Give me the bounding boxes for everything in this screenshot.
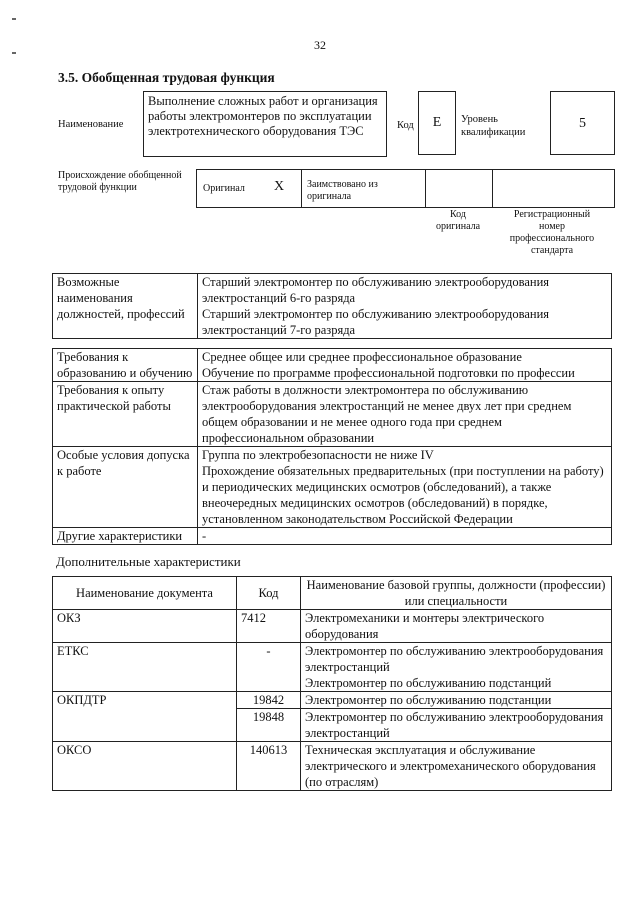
borrowed-label: Заимствовано из оригинала: [307, 179, 378, 202]
table-row: [53, 349, 612, 382]
experience-value: Стаж работы в должности электромонтера по обслуживанию электрооборудования электростанций не менее двух лет при среднем общем образовании и не менее одного года при среднем профессиональном образовании: [202, 383, 572, 445]
table-row: [53, 692, 612, 709]
education-label: Требования к образованию и обучению: [53, 349, 198, 382]
code-cell: 140613: [237, 742, 301, 791]
page-number: 32: [314, 38, 326, 52]
table-row: [53, 382, 612, 447]
name-cell: [301, 643, 612, 692]
doc-cell: [53, 709, 237, 742]
positions-label: Возможные наименования должностей, профессий: [53, 274, 198, 339]
doc-cell: ЕТКС: [53, 643, 237, 692]
origin-divider: [301, 170, 302, 207]
level-value: 5: [579, 116, 586, 131]
table-row: [53, 528, 612, 545]
origin-box: [196, 169, 615, 208]
code-cell: 19842: [237, 692, 301, 709]
positions-values: [198, 274, 612, 339]
education-value: Обучение по программе профессиональной подготовки по профессии: [202, 366, 575, 380]
name-line: Электромонтер по обслуживанию электрооборудования электростанций: [305, 644, 604, 674]
function-name-box: [143, 91, 387, 157]
name-cell: Электромонтер по обслуживанию подстанции: [301, 692, 612, 709]
origin-label: Происхождение обобщенной трудовой функции: [58, 170, 182, 193]
code-original-caption: Код оригинала: [435, 209, 481, 232]
name-label: Наименование: [58, 119, 124, 130]
education-value: Среднее общее или среднее профессиональное образование: [202, 350, 522, 364]
original-label: Оригинал: [203, 183, 245, 194]
col-name-header: Наименование базовой группы, должности (профессии) или специальности: [301, 577, 612, 610]
table-row: [53, 643, 612, 692]
table-row: [53, 709, 612, 742]
function-name: Выполнение сложных работ и организация работы электромонтеров по эксплуатации электротехнического оборудования ТЭС: [148, 94, 378, 138]
origin-divider: [425, 170, 426, 207]
name-cell: Техническая эксплуатация и обслуживание электрического и электромеханического оборудования (по отраслям): [301, 742, 612, 791]
other-value: -: [202, 529, 207, 543]
code-value: E: [432, 115, 442, 130]
table-row: [53, 742, 612, 791]
scan-mark: [12, 18, 16, 20]
additional-table: [52, 576, 612, 791]
other-label: Другие характеристики: [53, 528, 198, 545]
code-label: Код: [397, 120, 414, 131]
code-cell: 19848: [237, 709, 301, 742]
admission-value: Группа по электробезопасности не ниже IV: [202, 448, 434, 462]
table-row: [53, 447, 612, 528]
section-title: 3.5. Обобщенная трудовая функция: [58, 70, 275, 85]
level-label: Уровень квалификации: [461, 114, 526, 138]
name-line: Электромонтер по обслуживанию подстанций: [305, 676, 552, 690]
admission-value: Прохождение обязательных предварительных (при поступлении на работу) и периодических медицинских осмотров (обследований), а также внеочередных медицинских осмотров (обследований) в порядке, установленном законодательством Российской Федерации: [202, 464, 604, 526]
code-cell: -: [237, 643, 301, 692]
level-box: [550, 91, 615, 155]
table-row: [53, 610, 612, 643]
requirements-table: [52, 348, 612, 545]
code-cell: 7412: [237, 610, 301, 643]
code-box: [418, 91, 456, 155]
position-item: Старший электромонтер по обслуживанию электрооборудования электростанций 7-го разряда: [202, 307, 550, 337]
doc-cell: ОКЗ: [53, 610, 237, 643]
origin-divider: [492, 170, 493, 207]
col-doc-header: Наименование документа: [53, 577, 237, 610]
name-cell: Электромеханики и монтеры электрического оборудования: [301, 610, 612, 643]
doc-cell: ОКПДТР: [53, 692, 237, 709]
additional-title: Дополнительные характеристики: [56, 554, 241, 569]
admission-label: Особые условия допуска к работе: [53, 447, 198, 528]
name-cell: Электромонтер по обслуживанию электрооборудования электростанций: [301, 709, 612, 742]
doc-cell: ОКСО: [53, 742, 237, 791]
col-code-header: Код: [237, 577, 301, 610]
original-mark: X: [274, 179, 285, 194]
positions-table: [52, 273, 612, 339]
position-item: Старший электромонтер по обслуживанию электрооборудования электростанций 6-го разряда: [202, 275, 550, 305]
experience-label: Требования к опыту практической работы: [53, 382, 198, 447]
registration-caption: Регистрационный номер профессионального стандарта: [509, 209, 595, 256]
table-header: [53, 577, 612, 610]
